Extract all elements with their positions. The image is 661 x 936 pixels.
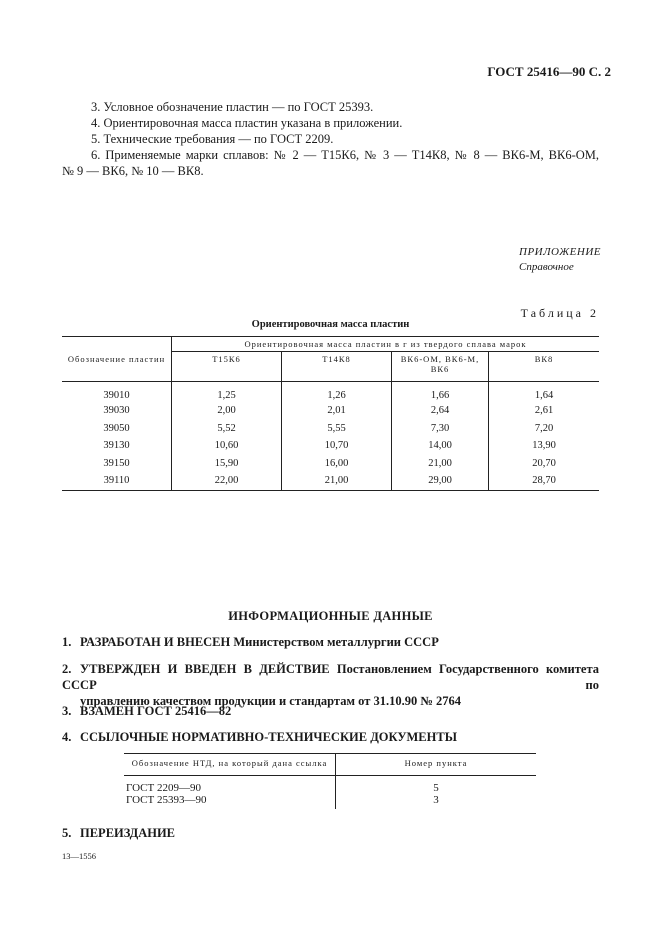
cell: 29,00: [392, 472, 489, 490]
cell: 21,00: [282, 472, 392, 490]
col-header: ВК6-ОМ, ВК6-М, ВК6: [392, 352, 489, 382]
cell: 16,00: [282, 455, 392, 473]
info-section-5: [62, 825, 599, 841]
cell: 22,00: [172, 472, 282, 490]
group-header: Ориентировочная масса пластин в г из твердого сплава марок: [172, 337, 600, 352]
table-row: [124, 776, 536, 795]
table-row: [124, 794, 536, 809]
cell: 7,30: [392, 420, 489, 438]
col-header: Т14К8: [282, 352, 392, 382]
table-row: [62, 382, 599, 403]
plate-id: 39110: [62, 472, 172, 490]
cell: 28,70: [489, 472, 600, 490]
cell: 10,60: [172, 437, 282, 455]
info-title: ИНФОРМАЦИОННЫЕ ДАННЫЕ: [228, 609, 433, 623]
section-text-line-2: управлению качеством продукции и стандартам от 31.10.90 № 2764: [80, 694, 462, 708]
ref-doc: ГОСТ 25393—90: [124, 794, 336, 809]
paragraph-5: 5. Технические требования — по ГОСТ 2209.: [91, 132, 334, 146]
appendix-subtitle: Справочное: [519, 261, 574, 273]
table-row: [62, 455, 599, 473]
cell: 2,01: [282, 402, 392, 420]
table-row: [62, 437, 599, 455]
print-code: 13—1556: [62, 851, 96, 861]
col-header: ВК8: [489, 352, 600, 382]
info-section-2: [62, 661, 599, 709]
section-number: 5.: [62, 826, 72, 840]
ref-item: 3: [433, 794, 439, 806]
col-header: Т15К6: [172, 352, 282, 382]
plate-id: 39150: [62, 455, 172, 473]
cell: 1,26: [282, 382, 392, 403]
appendix-label: [519, 245, 601, 275]
section-text: ВЗАМЕН ГОСТ 25416—82: [80, 704, 232, 718]
table-number: Таблица 2: [520, 306, 599, 320]
page-header: ГОСТ 25416—90 С. 2: [487, 64, 611, 79]
section-number: 2.: [62, 662, 72, 676]
ref-doc: ГОСТ 2209—90: [124, 776, 336, 795]
info-section-4: [62, 729, 599, 745]
ref-item: 5: [433, 782, 439, 794]
cell: 10,70: [282, 437, 392, 455]
paragraph-6-line-1: 6. Применяемые марки сплавов: № 2 — Т15К6, № 3 — Т14К8, № 8 — ВК6-М, ВК6-ОМ,: [91, 148, 599, 162]
cell: 20,70: [489, 455, 600, 473]
row-header: Обозначение пластин: [62, 337, 172, 382]
section-text: УТВЕРЖДЕН И ВВЕДЕН В ДЕЙСТВИЕ Постановлением Государственного комитета СССР по: [62, 662, 599, 692]
plate-id: 39030: [62, 402, 172, 420]
cell: 1,25: [172, 382, 282, 403]
plate-id: 39130: [62, 437, 172, 455]
paragraph-3: 3. Условное обозначение пластин — по ГОСТ 25393.: [91, 100, 374, 114]
reference-table: [124, 753, 536, 809]
cell: 15,90: [172, 455, 282, 473]
cell: 7,20: [489, 420, 600, 438]
cell: 5,55: [282, 420, 392, 438]
ref-header-item: Номер пункта: [336, 754, 537, 776]
cell: 1,66: [392, 382, 489, 403]
section-text: РАЗРАБОТАН И ВНЕСЕН Министерством металлургии СССР: [80, 635, 439, 649]
table-row: [62, 420, 599, 438]
cell: 21,00: [392, 455, 489, 473]
plate-id: 39010: [62, 382, 172, 403]
section-text: ССЫЛОЧНЫЕ НОРМАТИВНО-ТЕХНИЧЕСКИЕ ДОКУМЕНТЫ: [80, 730, 457, 744]
paragraph-6-line-2: № 9 — ВК6, № 10 — ВК8.: [62, 164, 204, 178]
info-section-3: [62, 703, 599, 719]
section-number: 4.: [62, 730, 72, 744]
table-title: Ориентировочная масса пластин: [251, 319, 410, 330]
ref-header-doc: Обозначение НТД, на который дана ссылка: [124, 754, 336, 776]
appendix-title: ПРИЛОЖЕНИЕ: [519, 246, 601, 258]
table-row: [62, 472, 599, 490]
mass-table: [62, 336, 599, 491]
section-text: ПЕРЕИЗДАНИЕ: [80, 826, 176, 840]
section-number: 1.: [62, 635, 72, 649]
plate-id: 39050: [62, 420, 172, 438]
paragraph-4: 4. Ориентировочная масса пластин указана в приложении.: [91, 116, 403, 130]
cell: 2,64: [392, 402, 489, 420]
cell: 2,00: [172, 402, 282, 420]
cell: 14,00: [392, 437, 489, 455]
info-section-1: [62, 634, 599, 650]
cell: 5,52: [172, 420, 282, 438]
cell: 1,64: [489, 382, 600, 403]
cell: 13,90: [489, 437, 600, 455]
section-number: 3.: [62, 704, 72, 718]
table-row: [62, 402, 599, 420]
cell: 2,61: [489, 402, 600, 420]
